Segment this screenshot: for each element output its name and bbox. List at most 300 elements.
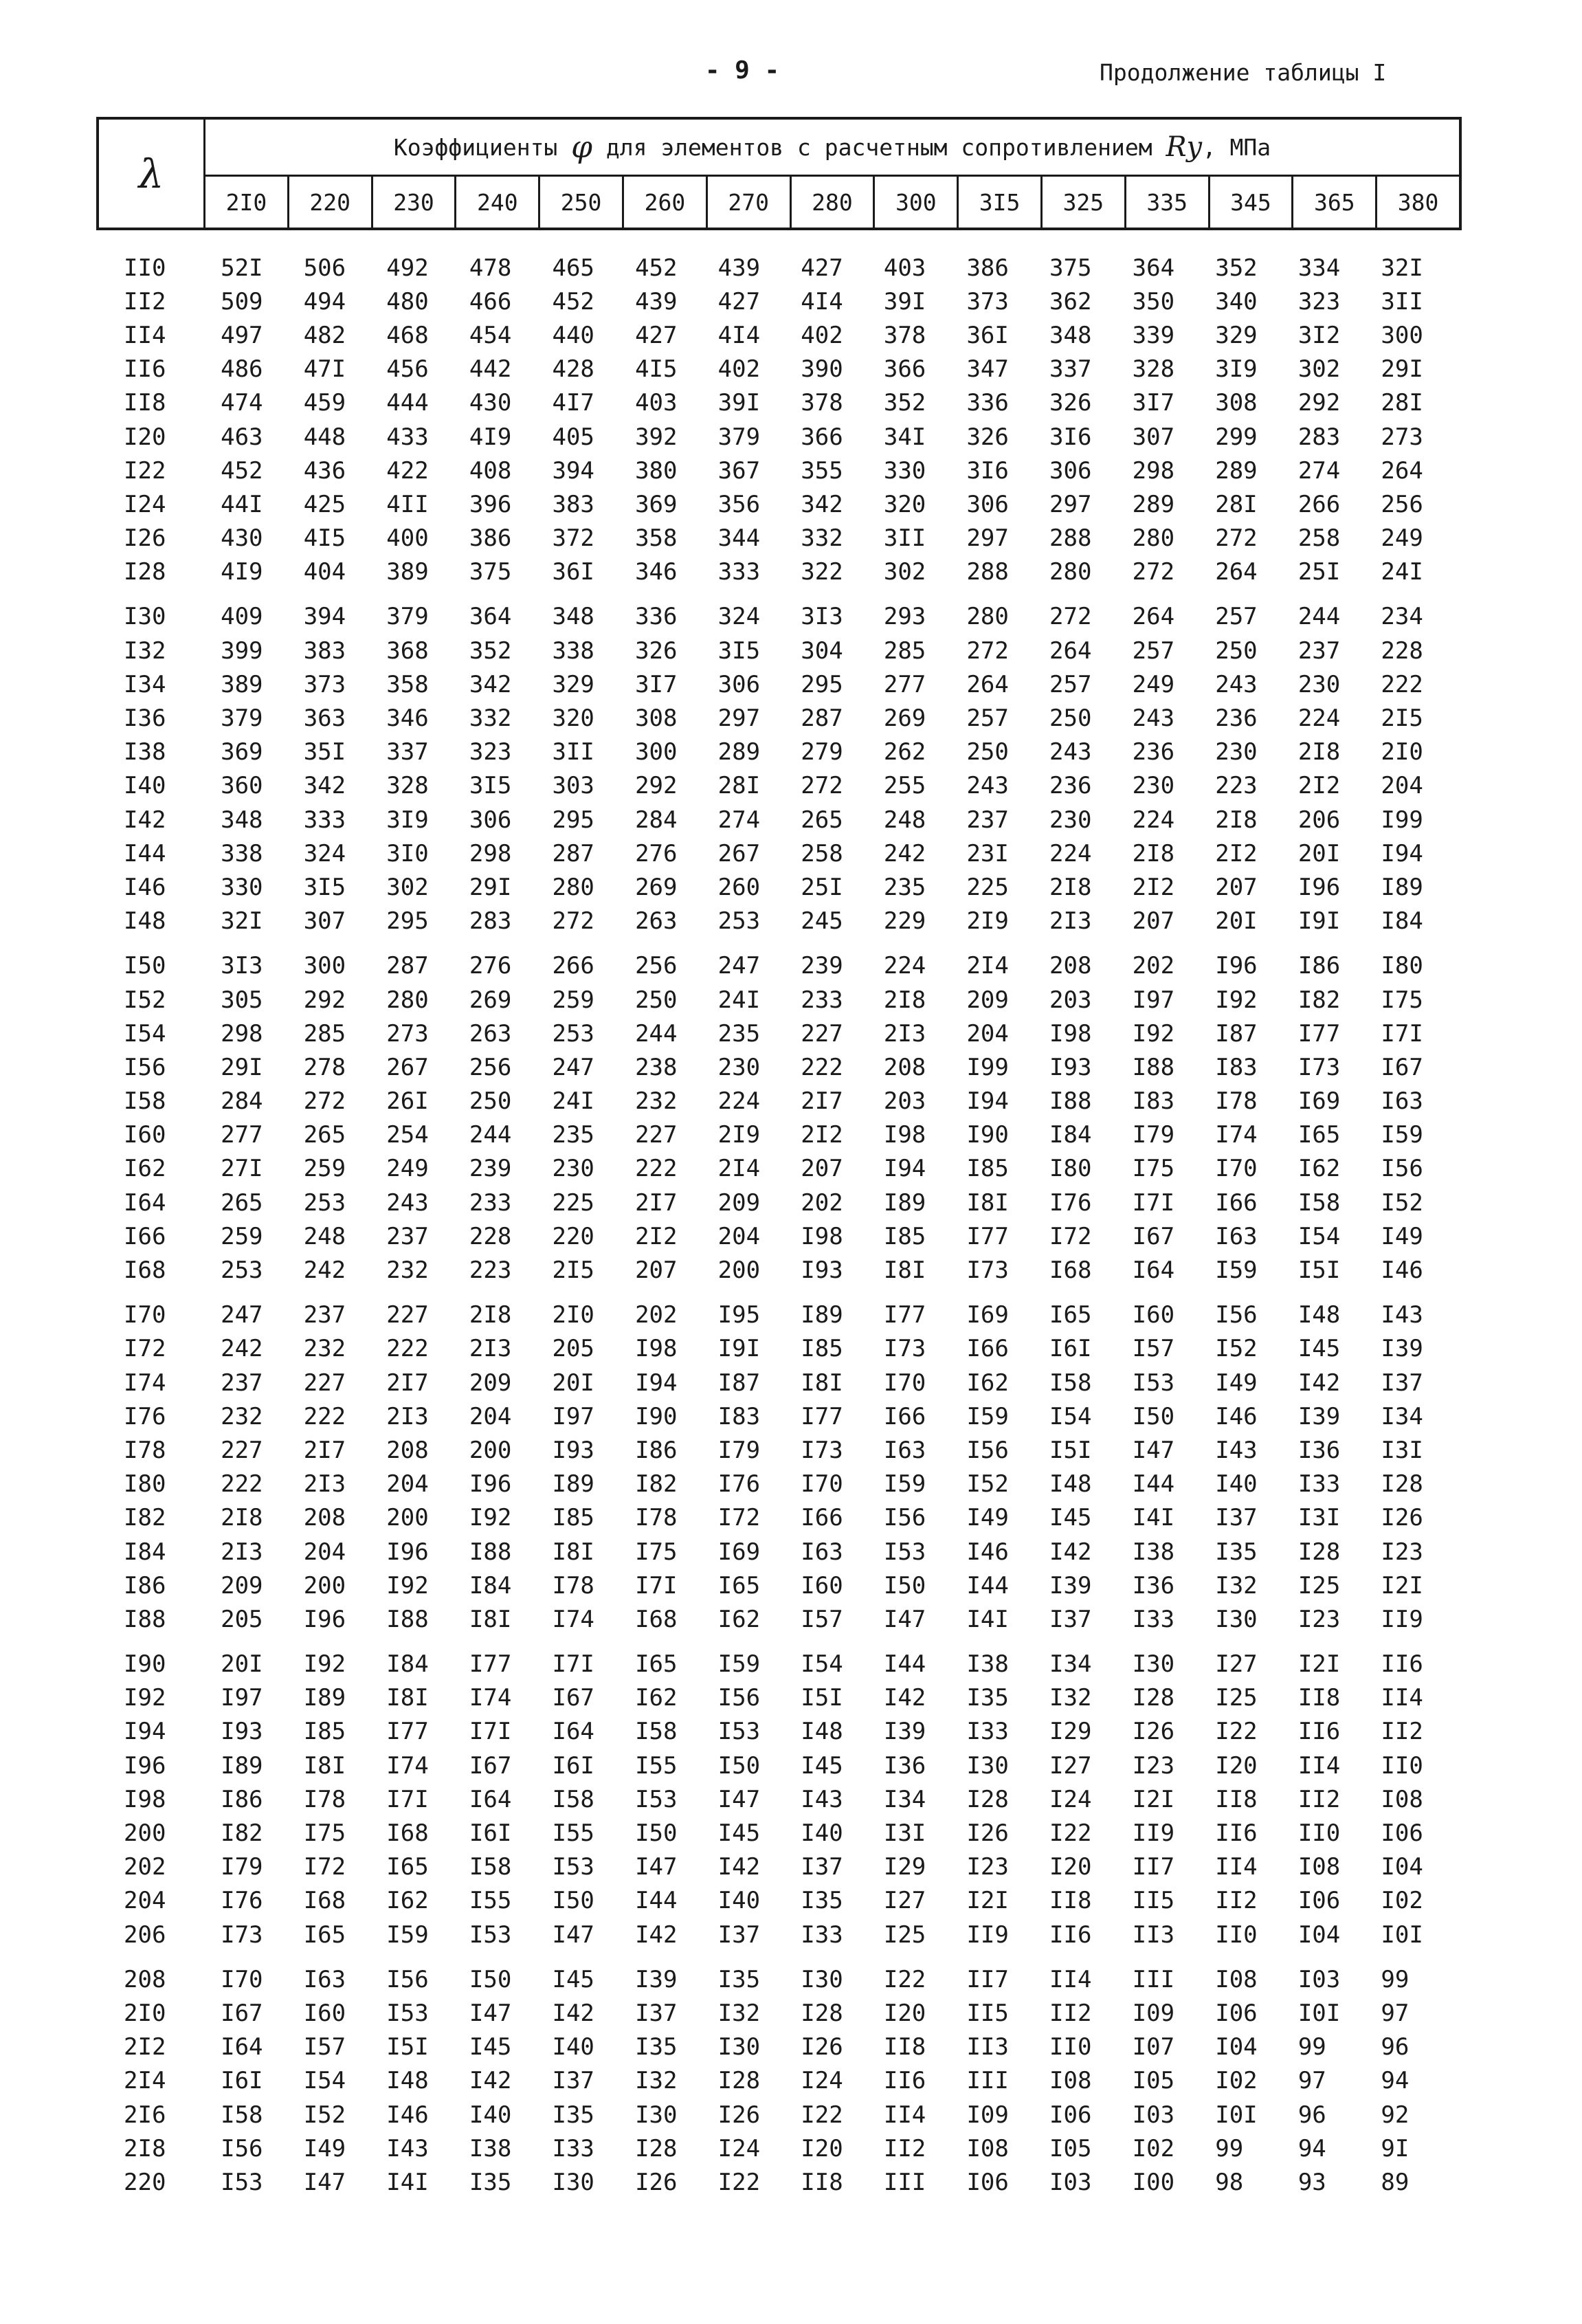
coefficient-cell: 200 [386,1504,429,1532]
coefficient-cell: I03 [1297,1965,1341,1993]
coefficient-cell: I4I [1132,1504,1175,1532]
coefficient-cell: I92 [386,1571,429,1600]
table-row [124,1186,1464,1219]
coefficient-cell: I49 [1381,1222,1423,1250]
coefficient-cell: I08 [1381,1785,1423,1813]
coefficient-cell: I5I [801,1684,843,1712]
coefficient-cell: 293 [883,603,926,631]
coefficient-cell: I58 [552,1785,594,1813]
coefficient-cell: I63 [883,1436,926,1464]
coefficient-cell: I85 [303,1718,346,1746]
coefficient-cell: 237 [386,1222,429,1250]
coefficient-cell: I43 [386,2134,429,2162]
coefficient-values [221,2067,1464,2094]
coefficient-cell: I84 [1381,907,1423,936]
coefficient-cell: 2I8 [1215,806,1258,834]
coefficient-cell: I42 [717,1853,761,1881]
coefficient-cell: I94 [966,1087,1009,1116]
coefficient-cell: 247 [221,1301,263,1329]
coefficient-values [221,705,1464,732]
coefficient-cell: 390 [801,355,843,384]
coefficient-cell: 222 [221,1470,263,1498]
coefficient-values [221,772,1464,799]
coefficient-cell: I62 [635,1684,678,1712]
coefficient-cell: I8I [386,1684,429,1712]
table-row [124,251,1464,285]
coefficient-cell: 300 [1381,321,1423,349]
coefficient-cell: 92 [1381,2101,1410,2129]
coefficient-cell: 274 [717,806,761,834]
coefficient-cell: II0 [1049,2033,1092,2061]
coefficient-cell: I75 [1132,1155,1175,1183]
coefficient-cell: 482 [303,321,346,349]
coefficient-cell: 244 [1297,603,1341,631]
coefficient-cell: 333 [717,558,761,586]
lambda-value: 202 [124,1853,166,1881]
coefficient-cell: 348 [221,806,263,834]
coefficient-cell: 298 [469,839,512,867]
coefficient-cell: 259 [221,1222,263,1250]
coefficient-cell: 3I6 [966,456,1009,485]
coefficient-cell: 20I [221,1650,263,1679]
coefficient-cell: 403 [883,254,926,282]
coefficient-cell: 278 [303,1053,346,1081]
coefficient-cell: I6I [552,1751,594,1780]
coefficient-cell: II9 [1381,1605,1423,1633]
coefficient-cell: I73 [966,1257,1009,1285]
coefficient-cell: I57 [303,2033,346,2061]
coefficient-cell: 269 [883,705,926,733]
coefficient-cell: II5 [1132,1887,1175,1915]
coefficient-cell: 253 [221,1257,263,1285]
coefficient-cell: I45 [469,2033,512,2061]
coefficient-cell: 463 [221,423,263,451]
coefficient-cell: 303 [552,772,594,800]
table-row [124,2165,1464,2199]
coefficient-cell: I33 [1297,1470,1341,1498]
coefficient-cell: I55 [635,1751,678,1780]
coefficient-cell: 386 [966,254,1009,282]
coefficient-cell: 392 [635,423,678,451]
coefficient-cell: 2I3 [1049,907,1092,936]
coefficient-cell: I26 [966,1819,1009,1848]
coefficient-cell: I77 [966,1222,1009,1250]
coefficient-cell: I25 [1297,1571,1341,1600]
table-row [124,487,1464,521]
coefficient-cell: I28 [1297,1538,1341,1566]
coefficient-cell: 320 [883,490,926,518]
coefficient-cell: 39I [883,287,926,316]
lambda-value: I34 [124,670,166,698]
coefficient-cell: 2I2 [1297,772,1341,800]
coefficient-cell: I69 [966,1301,1009,1329]
coefficient-cell: I65 [717,1571,761,1600]
coefficient-cell: 99 [1297,2033,1326,2061]
coefficient-cell: I08 [1215,1965,1258,1993]
coefficient-cell: I92 [1215,986,1258,1014]
coefficient-cell: I42 [635,1921,678,1949]
coefficient-cell: 36I [966,321,1009,349]
table-row [124,1118,1464,1152]
coefficient-cell: I54 [801,1650,843,1679]
coefficient-cell: I99 [1381,806,1423,834]
coefficient-cell: 230 [1132,772,1175,800]
coefficient-values [221,1369,1464,1397]
table-row [124,769,1464,803]
coefficient-cell: I93 [801,1257,843,1285]
coefficient-cell: 297 [966,524,1009,553]
coefficient-cell: I24 [1049,1785,1092,1813]
coefficient-cell: 389 [221,670,263,698]
coefficient-cell: 264 [1049,637,1092,665]
lambda-value: I44 [124,839,166,867]
coefficient-cell: 209 [221,1571,263,1600]
coefficient-values [221,2033,1464,2061]
coefficient-cell: I02 [1132,2134,1175,2162]
coefficient-cell: I69 [1297,1087,1341,1116]
coefficient-cell: 347 [966,355,1009,384]
coefficient-cell: I89 [303,1684,346,1712]
coefficient-cell: I94 [1381,839,1423,867]
coefficient-values [221,491,1464,518]
coefficient-cell: I8I [883,1257,926,1285]
coefficient-cell: I83 [717,1402,761,1430]
coefficient-cell: I48 [386,2067,429,2095]
coefficient-cell: 497 [221,321,263,349]
lambda-value: I30 [124,603,166,631]
coefficient-cell: 3I3 [801,603,843,631]
coefficient-cell: 250 [635,986,678,1014]
coefficient-cell: 408 [469,456,512,485]
coefficient-cell: I2I [1132,1785,1175,1813]
coefficient-values [221,322,1464,349]
coefficient-cell: I74 [1215,1121,1258,1149]
coefficient-cell: 227 [635,1121,678,1149]
table-row [124,905,1464,938]
coefficient-cell: 3I7 [635,670,678,698]
coefficient-cell: I28 [966,1785,1009,1813]
table-row [124,1366,1464,1399]
table-row [124,1535,1464,1569]
coefficient-cell: 272 [303,1087,346,1116]
coefficient-cell: 2I3 [386,1402,429,1430]
coefficient-cell: 249 [386,1155,429,1183]
lambda-value: 204 [124,1887,166,1915]
coefficient-cell: I77 [1297,1019,1341,1048]
coefficient-cell: 284 [635,806,678,834]
coefficient-cell: I98 [635,1335,678,1363]
coefficient-cell: I50 [883,1571,926,1600]
coefficient-cell: 466 [469,287,512,316]
coefficient-cell: I66 [966,1335,1009,1363]
coefficient-cell: 332 [469,705,512,733]
coefficient-cell: 3II [552,738,594,766]
coefficient-cell: 375 [1049,254,1092,282]
coefficient-cell: I52 [1381,1188,1423,1217]
coefficient-values [221,637,1464,665]
coefficient-cell: 328 [386,772,429,800]
coefficient-cell: 3I3 [221,952,263,980]
coefficient-cell: 328 [1132,355,1175,384]
coefficient-cell: 348 [1049,321,1092,349]
coefficient-cell: 452 [552,287,594,316]
coefficient-cell: 297 [1049,490,1092,518]
coefficient-cell: I70 [883,1369,926,1397]
coefficient-cell: I58 [221,2101,263,2129]
coefficient-cell: 267 [717,839,761,867]
lambda-value: I92 [124,1684,166,1712]
coefficient-cell: I62 [1297,1155,1341,1183]
coefficient-cell: 456 [386,355,429,384]
coefficient-cell: 230 [1215,738,1258,766]
coefficient-cell: 323 [1297,287,1341,316]
coefficient-values [221,2169,1464,2196]
coefficient-cell: I42 [1297,1369,1341,1397]
coefficient-cell: I64 [552,1718,594,1746]
coefficient-cell: I0I [1215,2101,1258,2129]
coefficient-cell: I43 [801,1785,843,1813]
coefficient-cell: I20 [801,2134,843,2162]
coefficient-cell: 263 [635,907,678,936]
coefficient-cell: 253 [552,1019,594,1048]
coefficient-cell: 254 [386,1121,429,1149]
coefficient-cell: I67 [552,1684,594,1712]
coefficient-cell: 287 [801,705,843,733]
coefficient-cell: 364 [469,603,512,631]
coefficient-cell: 98 [1215,2168,1244,2196]
coefficient-cell: I9I [1297,907,1341,936]
coefficient-cell: 249 [1381,524,1423,553]
coefficient-cell: 2I3 [221,1538,263,1566]
column-header: 300 [873,177,957,228]
table-row [124,1085,1464,1118]
lambda-value: I24 [124,490,166,518]
coefficient-cell: I96 [303,1605,346,1633]
coefficient-cell: I96 [469,1470,512,1498]
coefficient-cell: I28 [801,1999,843,2027]
coefficient-cell: 338 [552,637,594,665]
coefficient-cell: II4 [883,2101,926,2129]
coefficient-cell: 367 [717,456,761,485]
lambda-value: I78 [124,1436,166,1464]
coefficient-cell: I89 [221,1751,263,1780]
coefficient-cell: I82 [221,1819,263,1848]
coefficient-cell: I30 [717,2033,761,2061]
coefficient-values [221,1606,1464,1633]
coefficient-cell: 307 [1132,423,1175,451]
coefficient-cell: I5I [1049,1436,1092,1464]
coefficient-cell: 2I8 [221,1504,263,1532]
coefficient-cell: I96 [386,1538,429,1566]
coefficient-cell: II6 [1215,1819,1258,1848]
coefficient-cell: 289 [1215,456,1258,485]
coefficient-cell: 230 [552,1155,594,1183]
coefficient-cell: I30 [1132,1650,1175,1679]
coefficient-cell: 348 [552,603,594,631]
coefficient-cell: I06 [1381,1819,1423,1848]
coefficient-cell: I3I [1297,1504,1341,1532]
table-row [124,555,1464,589]
coefficient-cell: I26 [1381,1504,1423,1532]
coefficient-cell: 28I [1215,490,1258,518]
coefficient-cell: 232 [221,1402,263,1430]
coefficient-cell: 2I0 [1381,738,1423,766]
coefficient-cell: 3I2 [1297,321,1341,349]
coefficient-cell: 274 [1297,456,1341,485]
coefficient-cell: 3I5 [469,772,512,800]
coefficient-cell: I0I [1381,1921,1423,1949]
coefficient-cell: I73 [883,1335,926,1363]
coefficient-cell: II2 [883,2134,926,2162]
coefficient-cell: I35 [635,2033,678,2061]
coefficient-cell: I8I [469,1605,512,1633]
coefficient-cell: 2I5 [552,1257,594,1285]
lambda-header-cell: λ [99,120,205,228]
coefficient-cell: 375 [469,558,512,586]
coefficient-cell: I27 [883,1887,926,1915]
coefficient-cell: I59 [883,1470,926,1498]
coefficient-cell: I68 [635,1605,678,1633]
coefficient-cell: 308 [1215,389,1258,417]
lambda-value: 2I2 [124,2033,166,2061]
group-title-unit: , МПа [1202,133,1271,161]
coefficient-cell: I25 [1215,1684,1258,1712]
coefficient-values [221,1054,1464,1081]
coefficient-cell: II2 [1381,1718,1423,1746]
coefficient-cell: 230 [717,1053,761,1081]
coefficient-cell: I30 [801,1965,843,1993]
coefficient-cell: I46 [966,1538,1009,1566]
table-row [124,1050,1464,1084]
coefficient-cell: I37 [552,2067,594,2095]
coefficient-cell: 330 [883,456,926,485]
coefficient-cell: 305 [221,986,263,1014]
coefficient-cell: 2I8 [1132,839,1175,867]
coefficient-cell: I90 [635,1402,678,1430]
coefficient-cell: I02 [1381,1887,1423,1915]
coefficient-cell: 264 [1132,603,1175,631]
group-title-middle: для элементов с расчетным сопротивлением [592,133,1166,161]
coefficient-cell: I78 [635,1504,678,1532]
coefficient-cell: 308 [635,705,678,733]
coefficient-cell: I86 [1297,952,1341,980]
coefficient-values [221,1189,1464,1217]
coefficient-cell: I70 [1215,1155,1258,1183]
lambda-value: 206 [124,1921,166,1949]
coefficient-cell: 379 [717,423,761,451]
coefficient-cell: 222 [303,1402,346,1430]
coefficient-cell: 207 [801,1155,843,1183]
coefficient-cell: I2I [1381,1571,1423,1600]
coefficient-cell: I84 [386,1650,429,1679]
coefficient-cell: I43 [1381,1301,1423,1329]
coefficient-cell: 204 [966,1019,1009,1048]
coefficient-cell: I38 [469,2134,512,2162]
coefficient-cell: I72 [303,1853,346,1881]
coefficient-cell: III [883,2168,926,2196]
coefficient-cell: I78 [303,1785,346,1813]
coefficient-cell: 200 [303,1571,346,1600]
coefficient-cell: 232 [386,1257,429,1285]
coefficient-cell: 288 [966,558,1009,586]
lambda-value: 2I8 [124,2134,166,2162]
coefficient-cell: 250 [966,738,1009,766]
column-header: 335 [1124,177,1208,228]
coefficient-cell: 23I [966,839,1009,867]
column-header: 240 [454,177,538,228]
coefficient-cell: 337 [1049,355,1092,384]
coefficient-cell: 272 [1049,603,1092,631]
coefficient-cell: 323 [469,738,512,766]
coefficient-cell: I89 [1381,873,1423,901]
coefficient-cell: I77 [469,1650,512,1679]
coefficient-values [221,1684,1464,1712]
coefficient-cell: I85 [966,1155,1009,1183]
coefficient-cell: 248 [303,1222,346,1250]
coefficient-cell: 283 [469,907,512,936]
coefficient-cell: 2I8 [883,986,926,1014]
coefficient-cell: I58 [635,1718,678,1746]
coefficient-cell: 439 [717,254,761,282]
coefficient-cell: I50 [1132,1402,1175,1430]
coefficient-cell: 243 [386,1188,429,1217]
coefficient-cell: I52 [1215,1335,1258,1363]
coefficient-cell: 227 [221,1436,263,1464]
coefficient-cell: I47 [469,1999,512,2027]
coefficient-cell: 2I9 [717,1121,761,1149]
column-header: 230 [371,177,455,228]
coefficient-values [221,355,1464,383]
coefficient-cell: I03 [1049,2168,1092,2196]
coefficient-cell: 478 [469,254,512,282]
coefficient-cell: I88 [469,1538,512,1566]
coefficient-cell: 295 [552,806,594,834]
coefficient-cell: I45 [801,1751,843,1780]
coefficient-cell: 332 [801,524,843,553]
coefficient-cell: 272 [1215,524,1258,553]
coefficient-cell: III [966,2067,1009,2095]
coefficient-cell: I60 [801,1571,843,1600]
coefficient-values [221,524,1464,552]
coefficient-cell: 358 [386,670,429,698]
coefficient-cell: I57 [801,1605,843,1633]
lambda-value: I74 [124,1369,166,1397]
lambda-value: I96 [124,1751,166,1780]
coefficient-cell: I53 [386,1999,429,2027]
coefficient-cell: 242 [883,839,926,867]
coefficient-cell: I75 [635,1538,678,1566]
lambda-value: I58 [124,1087,166,1116]
coefficient-cell: I33 [552,2134,594,2162]
coefficient-cell: 269 [469,986,512,1014]
lambda-value: I82 [124,1504,166,1532]
coefficient-cell: 236 [1132,738,1175,766]
table-row [124,701,1464,735]
coefficient-cell: 262 [883,738,926,766]
coefficient-cell: 24I [717,986,761,1014]
coefficient-cell: I65 [1049,1301,1092,1329]
coefficient-cell: I68 [1049,1257,1092,1285]
coefficient-cell: 320 [552,705,594,733]
coefficient-cell: 287 [386,952,429,980]
coefficient-cell: I65 [386,1853,429,1881]
coefficient-cell: 299 [1215,423,1258,451]
coefficient-cell: 344 [717,524,761,553]
coefficient-cell: 452 [635,254,678,282]
table-row [124,420,1464,454]
coefficient-cell: I93 [1049,1053,1092,1081]
coefficient-cell: I45 [1049,1504,1092,1532]
